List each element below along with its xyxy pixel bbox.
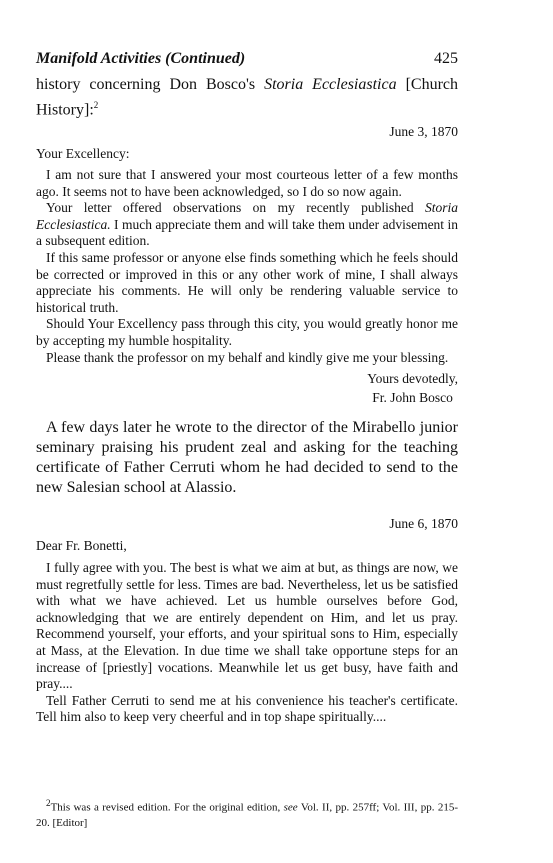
signature: Fr. John Bosco xyxy=(372,390,453,405)
letter1-salutation: Your Excellency: xyxy=(36,146,130,161)
footnote-see: see xyxy=(283,801,298,814)
footnote-text xyxy=(36,796,458,831)
footnote-text-part: This was a revised edition. For the original edition, xyxy=(50,801,284,814)
letter1-paragraph: If this same professor or anyone else finds something which he feels should be corrected or improved in this or any other work of mine, I shall always appreciate his comments. He will only be rendering valuable service to historical truth. xyxy=(36,249,458,315)
lead-text-end: [Church History]: xyxy=(36,76,459,119)
letter2-paragraph: Tell Father Cerruti to send me at his convenience his teacher's certificate. Tell him also to keep very cheerful and in top shape spiritually.... xyxy=(36,692,458,725)
running-title: Manifold Activities (Continued) xyxy=(36,50,246,67)
letter1-text: I much appreciate them and will take them under advisement in a subsequent edition. xyxy=(36,216,458,249)
letter1-paragraph: I am not sure that I answered your most courteous letter of a few months ago. It seems not to have been acknowledged, so I do so now again. xyxy=(36,167,458,199)
footnote-text-part: Vol. II, pp. 257ff; Vol. III, pp. 215-20. [Editor] xyxy=(36,801,458,829)
letter2-salutation: Dear Fr. Bonetti, xyxy=(36,538,127,553)
letter2-paragraph: I fully agree with you. The best is what we aim at but, as things are now, we must regretfully settle for less. Times are bad. Nevertheless, let us be satisfied with what we have achieved. Let us humble ourselves before God, acknowledging that we are entirely dependent on Him, and let us pray. Recommend yourself, your efforts, and your spiritual sons to Him, especially at Mass, at the Elevation. In due time we shall take opportune steps for an increase of [priestly] vocations. Meanwhile let us get busy, have faith and pray.... xyxy=(36,560,458,692)
book-title: Storia Ecclesiastica. xyxy=(36,200,458,232)
letter2-date: June 6, 1870 xyxy=(389,516,458,531)
letter2-body xyxy=(36,560,458,726)
lead-paragraph xyxy=(36,74,458,120)
lead-text: history concerning Don Bosco's xyxy=(36,76,265,93)
letter1-paragraph: Please thank the professor on my behalf and kindly give me your blessing. xyxy=(46,349,449,365)
running-header xyxy=(36,50,458,70)
footnote-marker: 2 xyxy=(46,798,51,808)
closing-line: Yours devotedly, xyxy=(367,371,458,386)
lead-book-title: Storia Ecclesiastica xyxy=(264,76,397,93)
letter1-body xyxy=(36,167,458,366)
letter1-paragraph: Should Your Excellency pass through this city, you would greatly honor me by accepting my humble hospitality. xyxy=(36,316,458,348)
page-number: 425 xyxy=(434,50,458,67)
narrative-text: A few days later he wrote to the director of the Mirabello junior seminary praising his prudent zeal and asking for the teaching certificate of Father Cerruti whom he had decided to send to the new Salesian school at Alassio. xyxy=(36,419,458,496)
letter1-text: Your letter offered observations on my recently published xyxy=(46,200,425,216)
letter1-paragraph xyxy=(36,200,458,250)
letter1-signoff xyxy=(367,369,458,407)
narrative-paragraph xyxy=(36,418,458,498)
footnote-reference: 2 xyxy=(93,100,99,110)
letter1-date: June 3, 1870 xyxy=(389,124,458,139)
footnote xyxy=(36,796,458,831)
